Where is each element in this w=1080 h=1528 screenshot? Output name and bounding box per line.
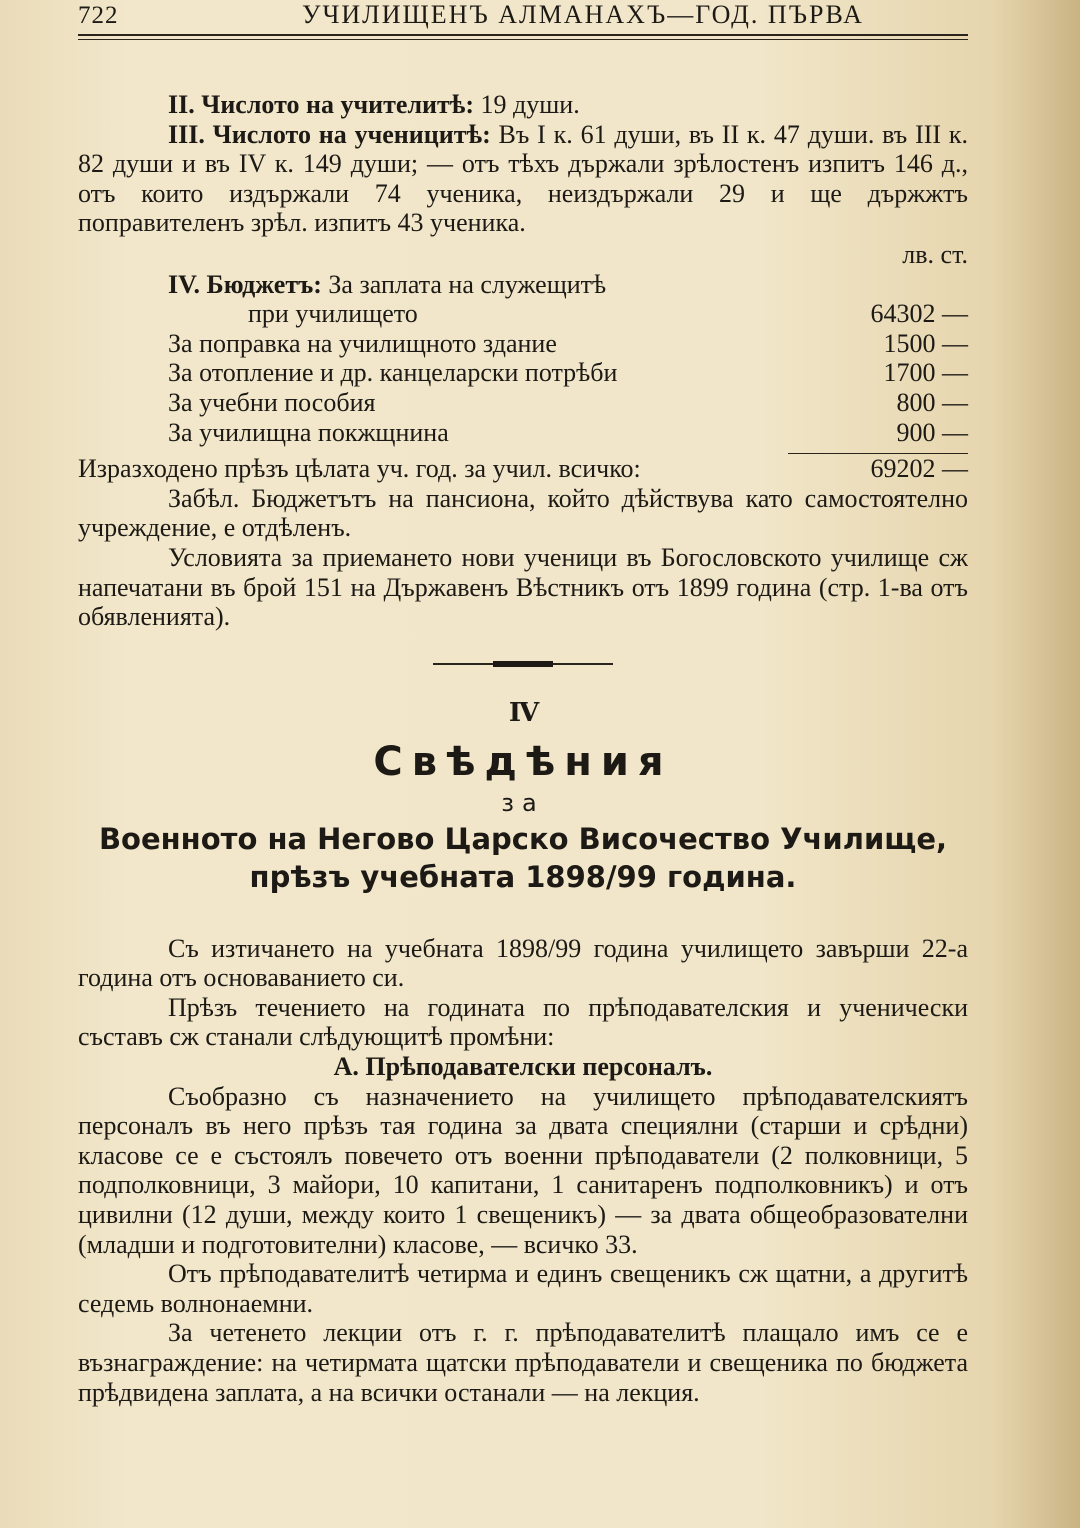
- budget-row: [78, 299, 968, 329]
- budget-total-amount: 69202 —: [870, 454, 968, 484]
- budget-row: [78, 418, 968, 448]
- budget-item-text: За заплата на служещитѣ: [321, 269, 607, 299]
- subheading: А. Прѣподавателски персоналъ.: [333, 1052, 713, 1082]
- budget-item-amount: 800 —: [896, 387, 968, 417]
- running-header: [78, 0, 968, 32]
- budget-item-text: За училищна покжщнина: [168, 417, 449, 447]
- subtitle-line: Военното на Негово Царско Височество Училище,: [98, 821, 948, 856]
- section-subtitle: [78, 820, 968, 896]
- header-rule: [78, 34, 968, 40]
- paragraph: Съ изтичането на учебната 1898/99 година училището завърши 22-а година отъ основаванието си.: [78, 933, 968, 993]
- paragraph: Отъ прѣподавателитѣ четирма и единъ свещеникъ сж щатни, а другитѣ седемь волнонаемни.: [78, 1259, 968, 1318]
- budget-total-label: Изразходено прѣзъ цѣлата уч. год. за учил. всичко:: [78, 454, 641, 484]
- page-number: 722: [78, 2, 119, 29]
- section-divider: [433, 660, 613, 668]
- running-title: УЧИЛИЩЕНЪ АЛМАНАХЪ—ГОД. ПЪРВА: [302, 0, 864, 29]
- budget-item-text: За поправка на училищното здание: [168, 328, 557, 358]
- budget-item-amount: 1700 —: [883, 358, 968, 388]
- budget-row: [78, 358, 968, 388]
- budget-item-text: За учебни пособия: [168, 387, 376, 417]
- budget-note: Забѣл. Бюджетътъ на пансиона, който дѣйствува като самостоятелно учреждение, е отдѣленъ.: [78, 483, 968, 543]
- teachers-label: II. Числото на учителитѣ:: [168, 90, 475, 119]
- section-ornament: IV: [508, 697, 538, 728]
- budget-item-text: За отопление и др. канцеларски потрѣби: [168, 358, 618, 388]
- budget-item-amount: 1500 —: [883, 328, 968, 358]
- budget-row: [78, 329, 968, 359]
- budget-label: IV. Бюджетъ:: [168, 269, 322, 299]
- budget-total-row: [78, 454, 968, 484]
- paragraph: За четенето лекции отъ г. г. прѣподавателитѣ плащало имъ се е възнаграждение: на четирмата щатски прѣподаватели и свещеника по бюджета прѣдвидена заплата, а на всички останали — на лекция.: [78, 1318, 968, 1407]
- students-count: [78, 120, 968, 238]
- budget-item-text: при училището: [248, 299, 418, 329]
- paragraph: Съобразно съ назначението на училището прѣподавателскиятъ персоналъ въ него прѣзъ тая година за двата специялни (старши и срѣдни) класове се е състоялъ повечето отъ военни прѣподаватели (2 полковници, 5 подполковници, 3 майори, 10 капитани, 1 санитаренъ подполковникъ) и отъ цивилни (12 души, между които 1 свещеникъ) — за двата общеобразователни (младши и подготовителни) класове, — всичко 33.: [78, 1081, 968, 1259]
- budget-item-amount: 64302 —: [870, 299, 968, 329]
- budget-units: лв. ст.: [902, 239, 968, 269]
- budget-item-amount: 900 —: [896, 417, 968, 447]
- teachers-count: [78, 90, 968, 120]
- section-title: Свѣдѣния: [373, 738, 673, 785]
- budget-row: [78, 388, 968, 418]
- section-title-za: за: [501, 788, 545, 817]
- paragraph: Прѣзъ течението на годината по прѣподавателския и ученически съставъ сж станали слѣдующитѣ промѣни:: [78, 992, 968, 1052]
- admission-conditions: Условията за приемането нови ученици въ Богословското училище сж напечатани въ брой 151 на Държавенъ Вѣстникъ отъ 1899 година (стр. 1-ва отъ обявленията).: [78, 542, 968, 632]
- teachers-value: 19 души.: [474, 90, 580, 119]
- budget-row: [78, 270, 968, 300]
- subtitle-line: прѣзъ учебната 1898/99 година.: [249, 859, 797, 894]
- students-text: Въ I к. 61 души, въ II к. 47 души. въ III к. 82 души и въ IV к. 149 души; — отъ тѣхъ държали зрѣлостенъ изпитъ 146 д., отъ които издържали 74 ученика, неиздържали 29 и ще държжтъ поправителенъ зрѣл. изпитъ 43 ученика.: [78, 119, 968, 238]
- section-theological-school: [78, 90, 968, 632]
- students-label: III. Числото на ученицитѣ:: [168, 119, 491, 149]
- section-military-school: [78, 934, 968, 1408]
